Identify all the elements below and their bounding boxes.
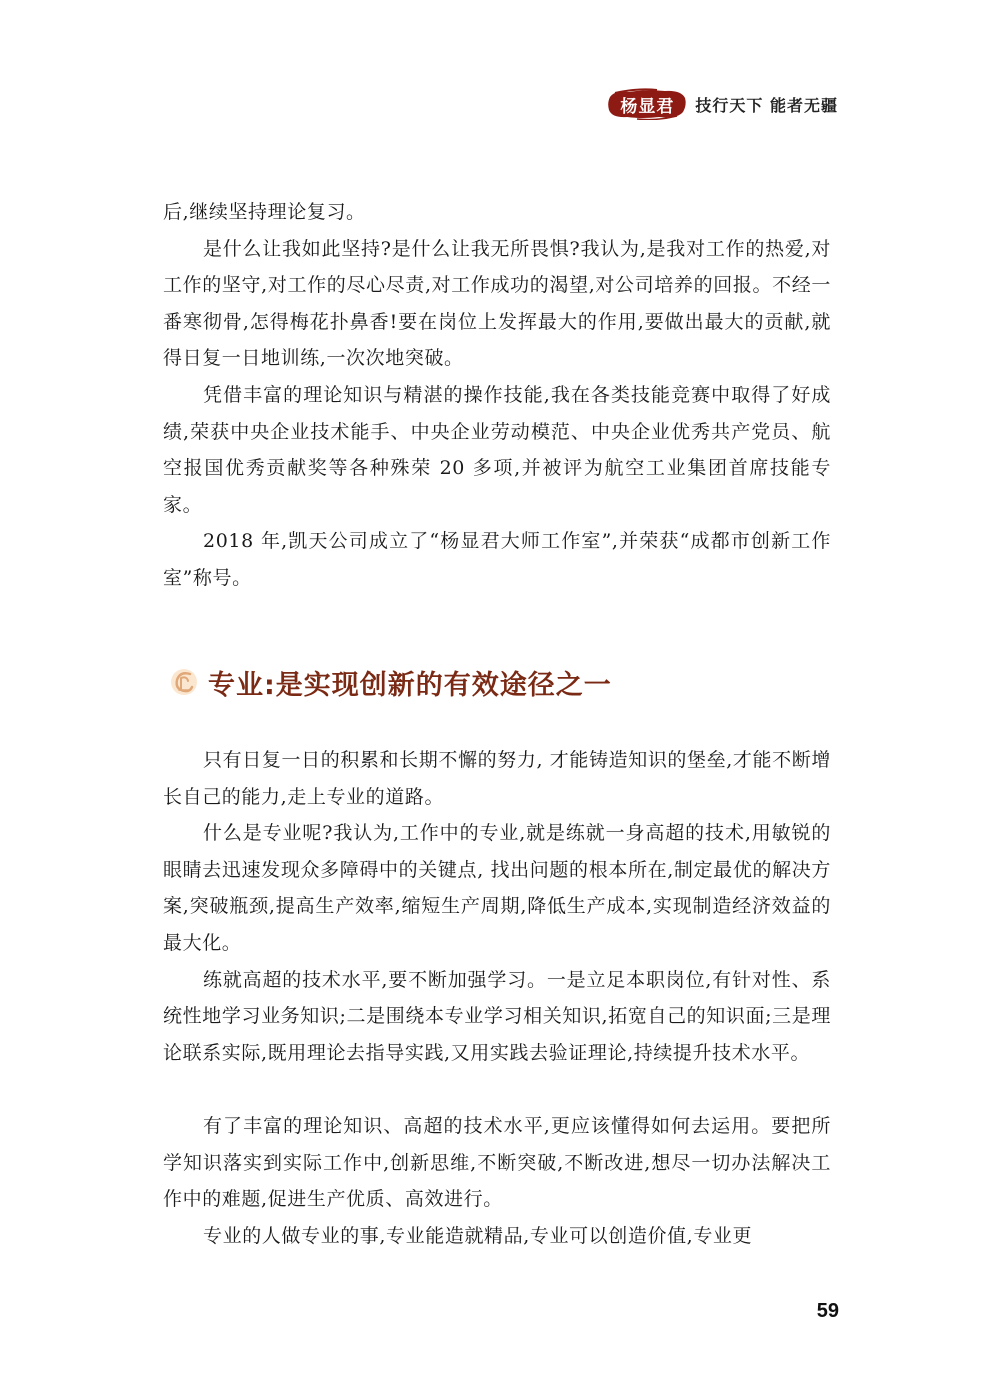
- header-motto: 技行天下 能者无疆: [695, 95, 838, 115]
- section-heading: [168, 660, 612, 704]
- paragraph-accumulation: 只有日复一日的积累和长期不懈的努力, 才能铸造知识的堡垒,才能不断增长自己的能力,走上专业的道路。: [163, 749, 831, 808]
- name-seal: [607, 88, 687, 120]
- paragraph-what-is-professional: 什么是专业呢?我认为,工作中的专业,就是练就一身高超的技术,用敏锐的眼睛去迅速发现众多障碍中的关键点, 找出问题的根本所在,制定最优的解决方案,突破瓶颈,提高生产效率,缩短生产周期,降低生产成本,实现制造经济效益的最大化。: [163, 822, 831, 954]
- paragraph-studio: 2018 年,凯天公司成立了“杨显君大师工作室”,并荣获“成都市创新工作室”称号。: [163, 530, 831, 589]
- page-number: 59: [816, 1300, 839, 1322]
- scroll-ornament-icon: [168, 666, 200, 698]
- paragraph-application: 有了丰富的理论知识、高超的技术水平,更应该懂得如何去运用。要把所学知识落实到实际工作中,创新思维,不断突破,不断改进,想尽一切办法解决工作中的难题,促进生产优质、高效进行。: [163, 1115, 831, 1211]
- paragraph-continuation: 后,继续坚持理论复习。: [163, 201, 366, 223]
- paragraph-learning: 练就高超的技术水平,要不断加强学习。一是立足本职岗位,有针对性、系统性地学习业务知识;二是围绕本专业学习相关知识,拓宽自己的知识面;三是理论联系实际,既用理论去指导实践,又用实践去验证理论,持续提升技术水平。: [163, 968, 831, 1064]
- paragraph-achievements: 凭借丰富的理论知识与精湛的操作技能,我在各类技能竞赛中取得了好成绩,荣获中央企业技术能手、中央企业劳动模范、中央企业优秀共产党员、航空报国优秀贡献奖等各种殊荣 20 多项,并被评为航空工业集团首席技能专家。: [163, 384, 831, 516]
- section-title: 专业:是实现创新的有效途径之一: [208, 669, 612, 701]
- seal-name-text: 杨显君: [620, 96, 675, 117]
- paragraph-professional-value: 专业的人做专业的事,专业能造就精品,专业可以创造价值,专业更: [203, 1224, 753, 1247]
- paragraph-persistence: 是什么让我如此坚持?是什么让我无所畏惧?我认为,是我对工作的热爱,对工作的坚守,对工作的尽心尽责,对工作成功的渴望,对公司培养的回报。不经一番寒彻骨,怎得梅花扑鼻香!要在岗位上发挥最大的作用,要做出最大的贡献,就得日复一日地训练,一次次地突破。: [163, 237, 831, 370]
- running-header: [607, 86, 838, 122]
